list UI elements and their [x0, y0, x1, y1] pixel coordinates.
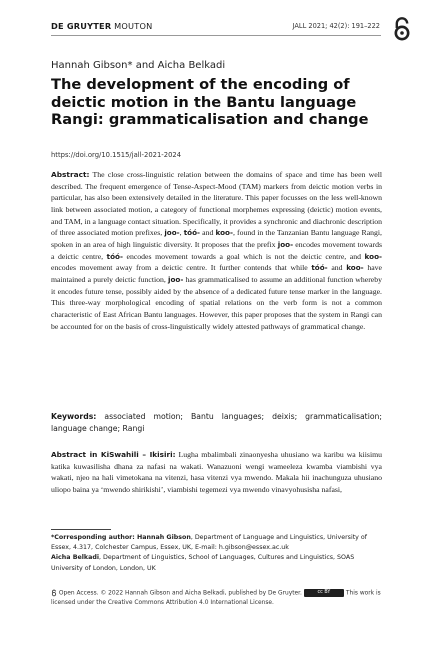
publisher-logo — [51, 21, 152, 31]
abstract-text: encodes movement away from a deictic centre. It further contends that while — [51, 263, 312, 273]
header-rule — [51, 35, 381, 36]
article-title: The development of the encoding of deictic motion in the Bantu language Rangi: grammaticalisation and change — [51, 76, 369, 129]
cc-by-badge-icon[interactable]: cc BY — [304, 589, 344, 597]
publisher-name-bold: DE GRUYTER — [51, 21, 112, 31]
corresponding-author-label: *Corresponding author: Hannah Gibson — [51, 534, 191, 541]
abstract-text: , found in the Tanzanian Bantu language Rangi, spoken in an area of high linguistic diversity. It proposes that the prefix — [51, 228, 382, 249]
journal-citation: JALL 2021; 42(2): 191–222 — [292, 22, 380, 30]
second-author-label: Aicha Belkadi — [51, 554, 100, 562]
author-line: Hannah Gibson* and Aicha Belkadi — [51, 60, 226, 71]
morpheme-too: tóó- — [311, 263, 328, 273]
abstract-text: encodes movement towards a goal which is not the deictic centre, and — [122, 251, 365, 261]
license-text-part1: Open Access. © 2022 Hannah Gibson and Aicha Belkadi, published by De Gruyter. — [58, 590, 302, 597]
morpheme-joo: joo- — [277, 239, 294, 249]
morpheme-koo: koo- — [346, 263, 364, 273]
corresponding-author-note — [51, 533, 382, 553]
morpheme-koo: koo- — [364, 251, 382, 261]
license-statement — [51, 589, 383, 608]
open-access-icon — [391, 15, 413, 43]
second-author-note — [51, 553, 382, 573]
morpheme-too: tóó- — [106, 251, 123, 261]
license-text-part2: This work is licensed under the Creative Commons Attribution 4.0 International License. — [51, 590, 381, 606]
keywords-label: Keywords: — [51, 412, 97, 421]
swahili-abstract-label: Abstract in KiSwahili – Ikisiri: — [51, 450, 176, 459]
keywords-text: associated motion; Bantu languages; deixis; grammaticalisation; language change; Rangi — [51, 412, 382, 433]
morpheme-joo: joo- — [164, 228, 180, 238]
abstract-text: , — [179, 228, 184, 238]
footnote-rule — [51, 529, 111, 530]
abstract-label: Abstract: — [51, 170, 90, 179]
abstract-text: have maintained a purely deictic function, — [51, 263, 382, 284]
keywords-paragraph — [51, 411, 382, 434]
publisher-name-rest: MOUTON — [114, 21, 153, 31]
corresponding-author-text: , Department of Language and Linguistics, University of Essex, 4.317, Colchester Campus, Essex, UK, E-mail: h.gibson@essex.ac.uk — [51, 534, 367, 552]
morpheme-too: tóó- — [183, 228, 201, 238]
doi-link[interactable]: https://doi.org/10.1515/jall-2021-2024 — [51, 151, 182, 159]
abstract-text: encodes movement towards a deictic centre, — [51, 239, 382, 261]
abstract-text: The close cross-linguistic relation between the domains of space and time has been well described. The frequent emergence of Tense-Aspect-Mood (TAM) markers from deictic motion verbs in particular, has also been extensively detailed in the literature. This paper focusses on the less well-known link between associated motion, a category of functional morphemes expressing (deictic) motion events, and TAM, in a language contact situation. Specifically, it provides a synchronic and diachronic description of three associated motion prefixes, — [51, 170, 382, 238]
abstract-paragraph — [51, 169, 382, 332]
morpheme-koo: koo- — [215, 228, 233, 238]
abstract-text: and — [327, 263, 347, 273]
abstract-text: has grammaticalised to assume an additional function whereby it encodes future tense, possibly aided by the absence of a dedicated future tense marker in the language. This three-way morphological encoding of spatial relations on the verb form is not a common characteristic of East African Bantu languages. However, this paper proposes that the system in Rangi can be accounted for on the basis of cross-linguistically widely attested pathways of grammatical change. — [51, 274, 382, 331]
swahili-abstract-paragraph — [51, 449, 382, 496]
abstract-text: and — [200, 228, 216, 238]
open-access-icon — [51, 589, 57, 597]
morpheme-joo: joo- — [168, 274, 184, 284]
second-author-text: , Department of Linguistics, School of Languages, Cultures and Linguistics, SOAS University of London, London, UK — [51, 554, 355, 572]
author-footnotes — [51, 533, 382, 574]
swahili-abstract-text: Lugha mbalimbali zinaonyesha uhusiano wa karibu wa kiisimu katika kuwasilisha dhana za nafasi na wakati. Wanazuoni wengi wameeleza kwamba viambishi vya wakati, njeo na hali vimetokana na vitenzi, hasa vitenzi vya mwendo. Makala hii inachunguza uhusiano uliopo baina ya ‘mwendo shirikishi’, viambishi tegemezi vya mwendo vinavyohusisha nafasi, — [51, 450, 383, 494]
